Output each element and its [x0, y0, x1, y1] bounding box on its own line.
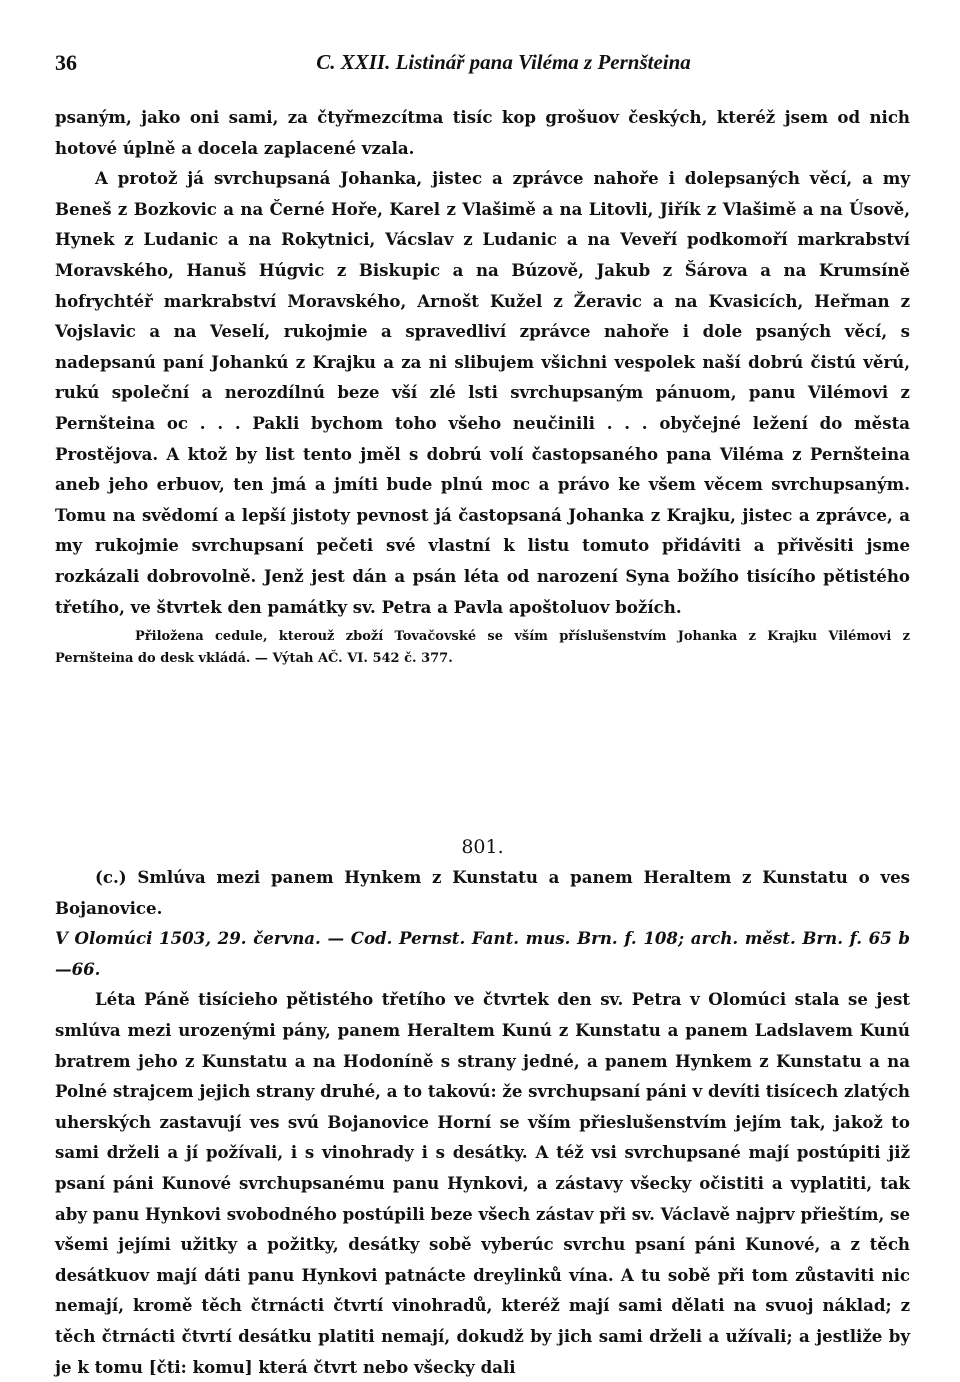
previous-document-text: [55, 102, 910, 670]
editorial-note: Přiložena cedule, kterouž zboží Tovačovské se vším příslušenstvím Johanka z Krajku Vilémovi z Pernšteina do desk vkládá. — Výtah AČ. VI. 542 č. 377.: [55, 629, 910, 667]
page-number: 36: [55, 50, 77, 75]
document-source: V Olomúci 1503, 29. června. — Cod. Pernst. Fant. mus. Brn. f. 108; arch. měst. Brn. f. 65 b—66.: [55, 928, 910, 979]
document-number: 801.: [461, 836, 504, 858]
document-text: Léta Páně tisícieho pětistého třetího ve čtvrtek den sv. Petra v Olomúci stala se jest smlúva mezi urozenými pány, panem Heraltem Kunú z Kunstatu a panem Ladslavem Kunú bratrem jeho z Kunstatu a na Hodoníně s strany jedné, a panem Hynkem z Kunstatu a na Polné strajcem jejich strany druhé, a to takovú: že svrchupsaní páni v devíti tisícech zlatých uherských zastavují ves svú Bojanovice Horní se vším přieslušenstvím jejím tak, jakož to sami drželi a jí požívali, i s vinohrady i s desátky. A též vsi svrchupsané mají postúpiti již psaní páni Kunové svrchupsanému panu Hynkovi, a zástavy všecky očistiti a vyplatiti, tak aby panu Hynkovi svobodného postúpili beze všech zástav při sv. Václavě najprv přieštím, se všemi jejími užitky a požitky, desátky sobě vyberúc svrchu psaní páni Kunové, a z těch desátkuov mají dáti panu Hynkovi patnácte dreylinků vína. A tu sobě při tom zůstaviti nic nemají, kromě těch čtrnácti čtvrtí vinohradů, kteréž mají sami dělati na svuoj náklad; z těch čtrnácti čtvrtí desátku platiti nemají, dokudž by jich sami drželi a užívali; a jestliže by je k tomu [čti: komu] která čtvrt nebo všecky dali: [55, 989, 910, 1377]
running-head: C. XXII. Listinář pana Viléma z Pernšteina: [316, 50, 691, 74]
document-title: (c.) Smlúva mezi panem Hynkem z Kunstatu a panem Heraltem z Kunstatu o ves Bojanovice.: [55, 867, 910, 918]
continuation-paragraph: psaným, jako oni sami, za čtyřmezcítma tisíc kop grošuov českých, kteréž jsem od nich hotové úplně a docela zaplacené vzala.: [55, 107, 910, 158]
main-paragraph: A protož já svrchupsaná Johanka, jistec a zprávce nahoře i dolepsaných věcí, a my Beneš z Bozkovic a na Černé Hoře, Karel z Vlašimě a na Litovli, Jiřík z Vlašimě a na Úsově, Hynek z Ludanic a na Rokytnici, Vácslav z Ludanic a na Veveří podkomoří markrabství Moravského, Hanuš Húgvic z Biskupic a na Búzově, Jakub z Šárova a na Krumsíně hofrychtéř markrabství Moravského, Arnošt Kužel z Žeravic a na Kvasicích, Heřman z Vojslavic a na Veselí, rukojmie a spravedliví zprávce nahoře i dole psaných věcí, s nadepsanú paní Johankú z Krajku a za ni slibujem všichni vespolek naší dobrú čistú věrú, rukú společní a nerozdílnú beze vší zlé lsti svrchupsaným pánuom, panu Vilémovi z Pernšteina oc . . . Pakli bychom toho všeho neučinili . . . obyčejné ležení do města Prostějova. A ktož by list tento jměl s dobrú volí častopsaného pana Viléma z Pernšteina aneb jeho erbuov, ten jmá a jmíti bude plnú moc a právo ke všem věcem svrchupsaným. Tomu na svědomí a lepší jistoty pevnost já častopsaná Johanka z Krajku, jistec a zprávce, a my rukojmie svrchupsaní pečeti své vlastní k listu tomuto přidáviti a přivěsiti jsme rozkázali dobrovolně. Jenž jest dán a psán léta od narození Syna božího tisícího pětistého třetího, ve štvrtek den památky sv. Petra a Pavla apoštoluov božích.: [55, 168, 910, 617]
page-header: [55, 50, 912, 84]
document-801: [55, 808, 910, 1382]
